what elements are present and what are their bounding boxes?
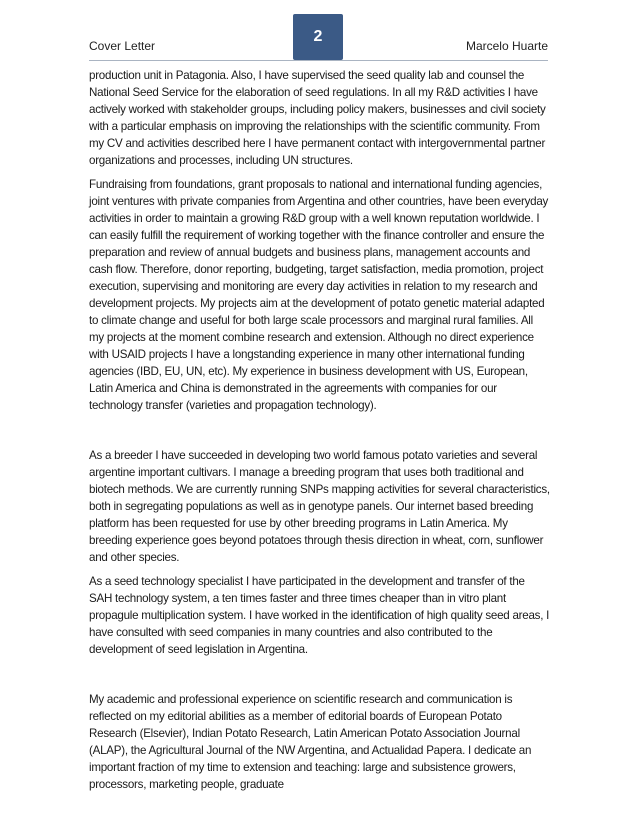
header-author: Marcelo Huarte <box>465 39 548 53</box>
paragraph: As a seed technology specialist I have participated in the development and transfer of the SAH technology system, a ten times faster and three times cheaper than in vitro plant propagule multiplication system. I have worked in the identification of high quality seed areas, I have consulted with seed companies in many countries and also contributed to the development of seed legislation in Argentina. <box>89 575 550 656</box>
paragraph: As a breeder I have succeeded in developing two world famous potato varieties and several argentine important cultivars. I manage a breeding program that uses both traditional and biotech methods. We are currently running SNPs mapping activities for several characteristics, both in segregating populations as well as in genotype panels. Our internet based breeding platform has been requested for use by other breeding programs in Latin America. My breeding experience goes beyond potatoes through thesis direction in wheat, corn, sunflower and other species. <box>89 449 550 564</box>
page-number-badge: 2 <box>293 14 343 60</box>
letter-body <box>89 67 550 800</box>
paragraph: My academic and professional experience on scientific research and communication is reflected on my editorial abilities as a member of editorial boards of European Potato Research (Elsevier), Indian Potato Research, Latin American Potato Association Journal (ALAP), the Agricultural Journal of the NW Argentina, and Actualidad Papera. I dedicate an important fraction of my time to extension and teaching: large and subsistence growers, processors, marketing people, graduate <box>89 693 532 791</box>
page-header <box>0 0 638 70</box>
header-title: Cover Letter <box>89 39 156 53</box>
paragraph: production unit in Patagonia. Also, I have supervised the seed quality lab and counsel the National Seed Service for the elaboration of seed regulations. In all my R&D activities I have actively worked with stakeholder groups, including policy makers, businesses and civil society with a particular emphasis on improving the relationships with the scientific community. From my CV and activities described here I have permanent contact with intergovernmental partner organizations and processes, including UN structures. <box>89 69 546 167</box>
paragraph: Fundraising from foundations, grant proposals to national and international funding agencies, joint ventures with private companies from Argentina and other countries, have been everyday activities in order to maintain a growing R&D group with a well known reputation worldwide. I can easily fulfill the requirement of working together with the finance controller and ensure the preparation and review of annual budgets and business plans, management accounts and cash flow. Therefore, donor reporting, budgeting, target satisfaction, media promotion, project execution, supervising and monitoring are every day activities in relation to my research and development projects. My projects aim at the development of potato genetic material adapted to climate change and useful for both large scale processors and marginal rural families. All my projects at the moment combine research and extension. Although no direct experience with USAID projects I have a longstanding experience in many other international funding agencies (IBD, EU, UN, etc). My experience in business development with US, European, Latin America and China is demonstrated in the agreements with companies for our technology transfer (varieties and propagation technology). <box>89 178 549 412</box>
header-rule <box>89 60 548 61</box>
